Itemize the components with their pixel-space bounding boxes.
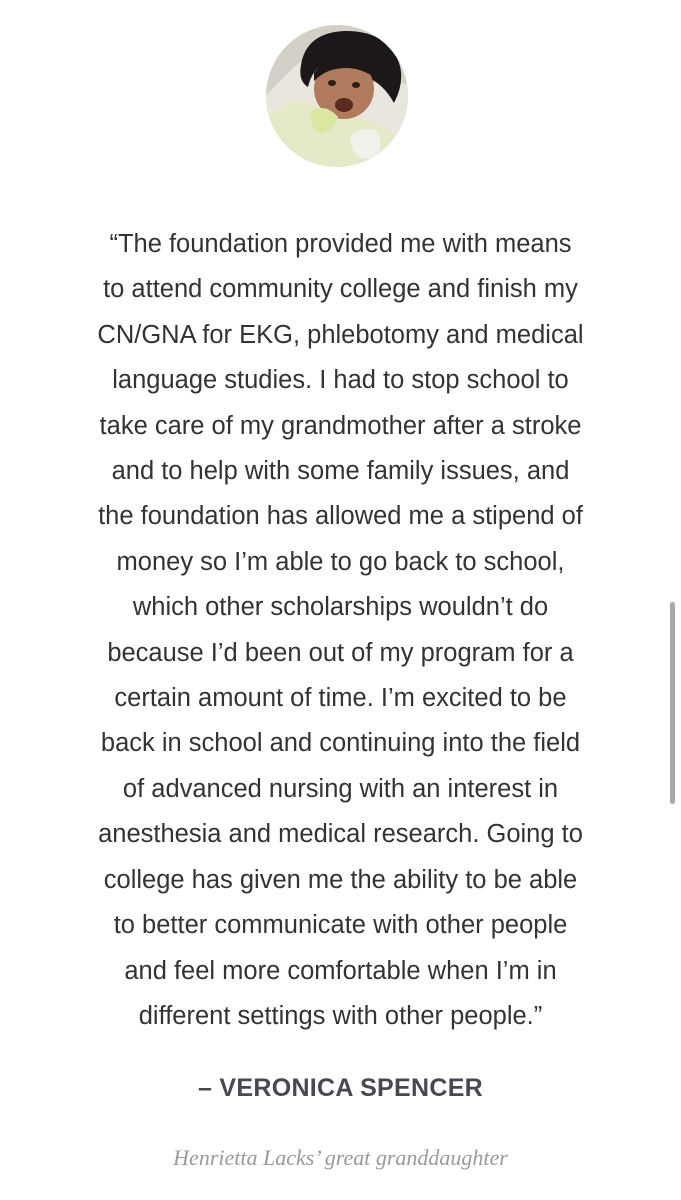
quote-line: take care of my grandmother after a stroke (99, 411, 582, 440)
quote-line: language studies. I had to stop school to (112, 366, 569, 395)
quote-line: because I’d been out of my program for a (107, 638, 574, 667)
scrollbar-thumb[interactable] (670, 602, 675, 804)
avatar-photo (266, 25, 408, 167)
quote-line: the foundation has allowed me a stipend of (98, 502, 583, 531)
quote-line: certain amount of time. I’m excited to be (114, 684, 567, 713)
testimonial-quote (40, 222, 641, 1039)
author-relation: Henrietta Lacks’ great granddaughter (173, 1145, 508, 1170)
quote-line: of advanced nursing with an interest in (122, 774, 559, 803)
quote-line: money so I’m able to go back to school, (116, 547, 565, 576)
avatar (266, 25, 408, 167)
testimonial-author: – VERONICA SPENCER (197, 1074, 484, 1102)
quote-line: anesthesia and medical research. Going to (98, 820, 583, 849)
quote-line: and feel more comfortable when I’m in (124, 956, 557, 985)
quote-line: different settings with other people.” (138, 1001, 543, 1030)
quote-line: “The foundation provided me with means (109, 230, 572, 258)
quote-line: and to help with some family issues, and (111, 457, 570, 486)
quote-line: CN/GNA for EKG, phlebotomy and medical (97, 320, 584, 349)
quote-line: which other scholarships wouldn’t do (132, 593, 549, 622)
quote-line: college has given me the ability to be able (103, 865, 578, 894)
quote-line: to better communicate with other people (113, 911, 568, 940)
quote-line: back in school and continuing into the field (100, 729, 581, 758)
quote-line: to attend community college and finish my (103, 275, 578, 304)
